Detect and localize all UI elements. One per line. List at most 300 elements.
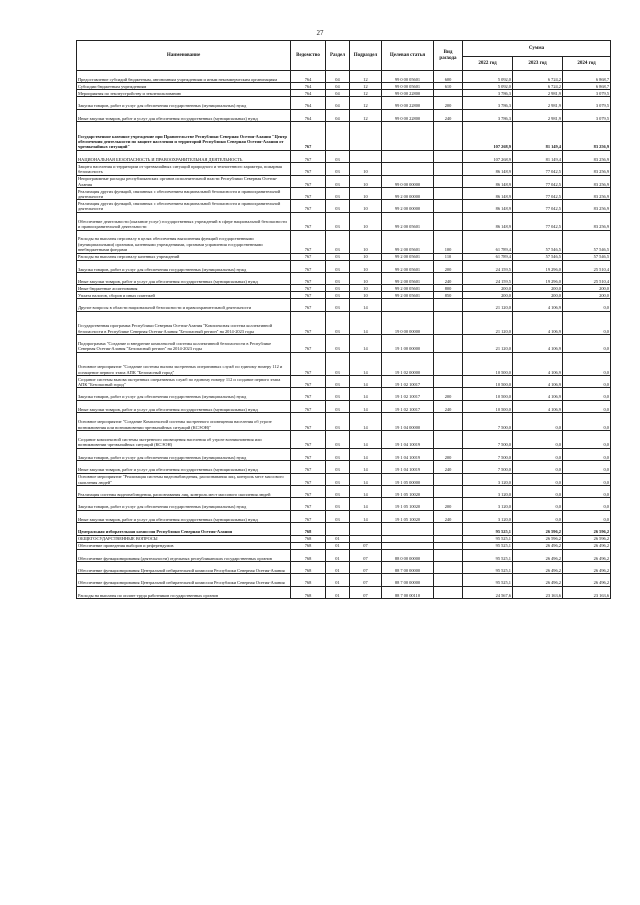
cell-ved: 767 xyxy=(291,352,326,375)
table-row xyxy=(77,163,611,175)
cell-y3: 0,0 xyxy=(563,400,611,412)
cell-ved: 767 xyxy=(291,510,326,522)
table-row xyxy=(77,485,611,497)
cell-name: Иные закупки товаров, работ и услуг для обеспечения государственных (муниципальных) нужд xyxy=(77,510,291,522)
cell-pr: 14 xyxy=(350,376,382,388)
col-header-sum: Сумма xyxy=(463,41,611,57)
cell-name: Основное мероприятие "Создание системы вызова экстренных оперативных служб по единому номеру 112 и оснащение первого этапа АПК "Безопасный город" xyxy=(77,352,291,375)
cell-name: Обеспечение проведения выборов и референдумов xyxy=(77,542,291,549)
cell-rz: 01 xyxy=(326,535,350,542)
cell-name: Защита населения и территории от чрезвычайных ситуаций природного и техногенного характера, пожарная безопасность xyxy=(77,163,291,175)
cell-y2: 4 106,9 xyxy=(513,352,563,375)
cell-cs: 88 7 00 00000 xyxy=(382,574,434,586)
cell-name: Создание комплексной системы экстренного оповещения населения об угрозе возникновения или возникновении чрезвычайных ситуаций (КСЭОН) xyxy=(77,431,291,449)
cell-ved: 764 xyxy=(291,83,326,90)
table-row xyxy=(77,413,611,431)
cell-pr: 10 xyxy=(350,187,382,199)
cell-name: Закупка товаров, работ и услуг для обеспечения государственных (муниципальных) нужд xyxy=(77,260,291,272)
cell-pr: 10 xyxy=(350,175,382,187)
cell-pr: 10 xyxy=(350,260,382,272)
cell-cs: 19 1 02 10017 xyxy=(382,388,434,400)
cell-vr xyxy=(434,549,463,561)
cell-rz: 03 xyxy=(326,273,350,285)
cell-cs: 19 1 05 10020 xyxy=(382,485,434,497)
cell-cs: 99 2 00 05601 xyxy=(382,212,434,230)
cell-cs: 19 1 04 10019 xyxy=(382,461,434,473)
table-row xyxy=(77,352,611,375)
col-header-subsection: Подраздел xyxy=(350,41,382,71)
cell-y3: 0,0 xyxy=(563,311,611,334)
cell-pr: 10 xyxy=(350,163,382,175)
cell-y1: 86 148,9 xyxy=(463,212,513,230)
cell-pr xyxy=(350,122,382,151)
cell-name: Обеспечение деятельности (оказание услуг) государственных учреждений в сфере национальной безопасности и правоохранительной деятельности xyxy=(77,212,291,230)
cell-rz: 04 xyxy=(326,83,350,90)
cell-y2: 26 496,2 xyxy=(513,574,563,586)
cell-rz: 03 xyxy=(326,163,350,175)
cell-ved: 767 xyxy=(291,498,326,510)
cell-y1: 7 500,0 xyxy=(463,461,513,473)
cell-name: Центральная избирательная комиссия Республики Северная Осетия-Алания xyxy=(77,523,291,535)
cell-vr: 610 xyxy=(434,83,463,90)
cell-vr xyxy=(434,535,463,542)
cell-rz: 03 xyxy=(326,510,350,522)
cell-y2: 4 106,9 xyxy=(513,335,563,353)
cell-name: Закупка товаров, работ и услуг для обеспечения государственных (муниципальных) нужд xyxy=(77,448,291,460)
cell-y1: 3 120,0 xyxy=(463,485,513,497)
cell-rz: 03 xyxy=(326,413,350,431)
cell-name: Расходы на выплаты персоналу казенных учреждений xyxy=(77,253,291,260)
cell-y1: 7 500,0 xyxy=(463,413,513,431)
cell-y3: 3 079,5 xyxy=(563,97,611,109)
cell-name: Мероприятия по землеустройству и землепользованию xyxy=(77,90,291,97)
cell-cs: 19 1 04 10019 xyxy=(382,431,434,449)
cell-ved: 767 xyxy=(291,473,326,485)
col-header-ministry: Ведомство xyxy=(291,41,326,71)
cell-y1: 7 500,0 xyxy=(463,431,513,449)
cell-cs: 99 0 00 05601 xyxy=(382,71,434,83)
cell-rz: 03 xyxy=(326,352,350,375)
cell-y2: 4 106,9 xyxy=(513,376,563,388)
cell-ved: 767 xyxy=(291,230,326,253)
cell-y3: 0,0 xyxy=(563,335,611,353)
cell-vr xyxy=(434,574,463,586)
cell-y1: 61 789,4 xyxy=(463,253,513,260)
cell-cs: 19 1 00 00000 xyxy=(382,335,434,353)
cell-pr: 14 xyxy=(350,335,382,353)
cell-ved: 767 xyxy=(291,388,326,400)
cell-vr: 200 xyxy=(434,498,463,510)
cell-rz: 04 xyxy=(326,109,350,121)
cell-vr xyxy=(434,431,463,449)
table-row xyxy=(77,561,611,573)
cell-y1: 200,0 xyxy=(463,285,513,292)
cell-name: ОБЩЕГОСУДАРСТВЕННЫЕ ВОПРОСЫ xyxy=(77,535,291,542)
col-header-exp-type: Вид расхода xyxy=(434,41,463,71)
cell-vr xyxy=(434,352,463,375)
cell-y3: 200,0 xyxy=(563,285,611,292)
cell-y3: 25 510,4 xyxy=(563,273,611,285)
cell-y1: 21 120,0 xyxy=(463,335,513,353)
table-row xyxy=(77,200,611,212)
cell-y2: 6 724,2 xyxy=(513,83,563,90)
col-header-2023: 2023 год xyxy=(513,57,563,71)
cell-pr: 14 xyxy=(350,400,382,412)
cell-vr xyxy=(434,187,463,199)
table-row xyxy=(77,122,611,151)
cell-cs: 99 0 00 05601 xyxy=(382,83,434,90)
table-row xyxy=(77,150,611,162)
cell-vr: 240 xyxy=(434,510,463,522)
cell-y1: 3 120,0 xyxy=(463,473,513,485)
cell-y3: 83 256,9 xyxy=(563,187,611,199)
cell-rz: 01 xyxy=(326,586,350,598)
table-row xyxy=(77,71,611,83)
cell-ved: 764 xyxy=(291,109,326,121)
table-row xyxy=(77,461,611,473)
cell-vr: 800 xyxy=(434,285,463,292)
cell-y3: 57 546,5 xyxy=(563,253,611,260)
cell-name: Закупка товаров, работ и услуг для обеспечения государственных (муниципальных) нужд xyxy=(77,388,291,400)
cell-y1: 10 500,0 xyxy=(463,388,513,400)
table-row xyxy=(77,510,611,522)
cell-cs xyxy=(382,299,434,311)
cell-rz: 03 xyxy=(326,175,350,187)
cell-y3: 200,0 xyxy=(563,292,611,299)
cell-rz: 03 xyxy=(326,376,350,388)
cell-vr xyxy=(434,413,463,431)
table-row xyxy=(77,335,611,353)
cell-rz: 03 xyxy=(326,230,350,253)
cell-pr: 14 xyxy=(350,311,382,334)
table-row xyxy=(77,388,611,400)
cell-rz: 03 xyxy=(326,212,350,230)
cell-cs xyxy=(382,150,434,162)
table-row xyxy=(77,431,611,449)
cell-name: Основное мероприятие "Реализация системы видеонаблюдения, распознавания лиц, контроль мест массового скопления людей" xyxy=(77,473,291,485)
cell-y2: 2 981,9 xyxy=(513,97,563,109)
cell-ved: 768 xyxy=(291,549,326,561)
cell-name: Обеспечение функционирования (деятельности) отдельных республиканских государственных органов xyxy=(77,549,291,561)
cell-ved: 767 xyxy=(291,292,326,299)
cell-y2: 77 042,5 xyxy=(513,212,563,230)
cell-y3: 26 496,2 xyxy=(563,561,611,573)
cell-pr xyxy=(350,523,382,535)
col-header-section: Раздел xyxy=(326,41,350,71)
cell-pr: 10 xyxy=(350,285,382,292)
cell-y3: 25 510,4 xyxy=(563,260,611,272)
cell-y3: 83 256,9 xyxy=(563,163,611,175)
cell-y1: 5 092,0 xyxy=(463,83,513,90)
cell-y3: 23 163,6 xyxy=(563,586,611,598)
table-row xyxy=(77,549,611,561)
cell-cs: 99 2 00 05601 xyxy=(382,230,434,253)
cell-y2: 0,0 xyxy=(513,473,563,485)
cell-ved: 767 xyxy=(291,150,326,162)
cell-y3: 57 546,5 xyxy=(563,230,611,253)
cell-y3: 0,0 xyxy=(563,448,611,460)
cell-y1: 95 525,1 xyxy=(463,542,513,549)
cell-y2: 19 296,0 xyxy=(513,273,563,285)
cell-pr: 14 xyxy=(350,352,382,375)
cell-y1: 24 159,5 xyxy=(463,273,513,285)
cell-ved: 767 xyxy=(291,485,326,497)
cell-vr: 850 xyxy=(434,292,463,299)
cell-cs: 88 7 00 00000 xyxy=(382,561,434,573)
cell-vr: 240 xyxy=(434,461,463,473)
cell-y2: 6 724,2 xyxy=(513,71,563,83)
cell-pr: 14 xyxy=(350,299,382,311)
cell-vr: 240 xyxy=(434,109,463,121)
cell-ved: 768 xyxy=(291,561,326,573)
cell-y1: 21 120,0 xyxy=(463,299,513,311)
cell-vr xyxy=(434,299,463,311)
page-number: 27 xyxy=(316,29,324,37)
cell-name: Закупка товаров, работ и услуг для обеспечения государственных (муниципальных) нужд xyxy=(77,97,291,109)
cell-y3: 83 256,9 xyxy=(563,150,611,162)
cell-pr: 14 xyxy=(350,498,382,510)
cell-pr: 14 xyxy=(350,413,382,431)
cell-cs: 19 0 00 00000 xyxy=(382,311,434,334)
cell-y2: 0,0 xyxy=(513,461,563,473)
cell-rz: 01 xyxy=(326,549,350,561)
table-row xyxy=(77,523,611,535)
table-row xyxy=(77,109,611,121)
cell-rz: 01 xyxy=(326,542,350,549)
cell-cs: 99 2 00 05601 xyxy=(382,285,434,292)
cell-rz: 03 xyxy=(326,461,350,473)
cell-pr: 10 xyxy=(350,200,382,212)
cell-pr: 14 xyxy=(350,485,382,497)
cell-y3: 83 256,9 xyxy=(563,122,611,151)
cell-y2: 0,0 xyxy=(513,498,563,510)
cell-y1: 95 525,1 xyxy=(463,523,513,535)
cell-name: Государственная программа Республики Северная Осетия-Алания "Комплексная система коллективной безопасности в Республике Северная Осетия-Алания "Безопасный регион" на 2014-2023 годы xyxy=(77,311,291,334)
cell-cs: 19 1 02 00000 xyxy=(382,352,434,375)
cell-y2: 200,0 xyxy=(513,285,563,292)
cell-y3: 6 868,7 xyxy=(563,83,611,90)
cell-y1: 10 500,0 xyxy=(463,376,513,388)
table-row xyxy=(77,574,611,586)
cell-pr: 14 xyxy=(350,461,382,473)
cell-y2: 26 596,2 xyxy=(513,535,563,542)
cell-cs xyxy=(382,163,434,175)
cell-name: Подпрограмма "Создание и внедрение комплексной системы коллективной безопасности в Республике Северная Осетия-Алания "Безопасный регион" на 2014-2023 годы xyxy=(77,335,291,353)
cell-rz: 03 xyxy=(326,299,350,311)
cell-ved: 767 xyxy=(291,285,326,292)
cell-y3: 3 079,5 xyxy=(563,109,611,121)
cell-y3: 83 256,9 xyxy=(563,200,611,212)
table-row xyxy=(77,448,611,460)
cell-vr: 600 xyxy=(434,71,463,83)
cell-rz: 03 xyxy=(326,335,350,353)
table-row xyxy=(77,187,611,199)
cell-name: Иные закупки товаров, работ и услуг для обеспечения государственных (муниципальных) нужд xyxy=(77,109,291,121)
cell-name: Реализация других функций, связанных с обеспечением национальной безопасности и правоохранительной деятельности xyxy=(77,187,291,199)
cell-y1: 24 159,5 xyxy=(463,260,513,272)
cell-y2: 77 042,5 xyxy=(513,200,563,212)
cell-vr: 200 xyxy=(434,260,463,272)
cell-y2: 0,0 xyxy=(513,485,563,497)
cell-rz: 01 xyxy=(326,574,350,586)
cell-pr: 12 xyxy=(350,97,382,109)
cell-name: Основное мероприятие "Создание Комплексной системы экстренного оповещения населения об угрозе возникновения или возникновении чрезвычайных ситуаций (КСЭОН)" xyxy=(77,413,291,431)
cell-pr: 10 xyxy=(350,230,382,253)
cell-y3: 0,0 xyxy=(563,473,611,485)
cell-name: Обеспечение функционирования Центральной избирательной комиссии Республики Северная Осетия-Алания xyxy=(77,574,291,586)
cell-y3: 0,0 xyxy=(563,498,611,510)
cell-vr xyxy=(434,212,463,230)
cell-y2: 200,0 xyxy=(513,292,563,299)
cell-ved: 764 xyxy=(291,90,326,97)
cell-rz: 03 xyxy=(326,200,350,212)
cell-pr: 12 xyxy=(350,83,382,90)
cell-y2: 2 981,9 xyxy=(513,109,563,121)
cell-y2: 81 149,4 xyxy=(513,122,563,151)
cell-name: Иные закупки товаров, работ и услуг для обеспечения государственных (муниципальных) нужд xyxy=(77,400,291,412)
cell-y1: 7 500,0 xyxy=(463,448,513,460)
cell-cs: 99 2 00 05601 xyxy=(382,292,434,299)
cell-pr xyxy=(350,535,382,542)
cell-y3: 6 868,7 xyxy=(563,71,611,83)
cell-pr: 14 xyxy=(350,510,382,522)
cell-ved: 768 xyxy=(291,523,326,535)
cell-ved: 767 xyxy=(291,376,326,388)
cell-vr xyxy=(434,150,463,162)
cell-name: Реализация системы видеонаблюдения, распознавания лиц, контроль мест массового скопления людей xyxy=(77,485,291,497)
cell-y1: 10 500,0 xyxy=(463,352,513,375)
cell-y3: 26 596,2 xyxy=(563,523,611,535)
cell-y1: 24 567,6 xyxy=(463,586,513,598)
cell-rz: 03 xyxy=(326,187,350,199)
col-header-target: Целевая статья xyxy=(382,41,434,71)
cell-vr xyxy=(434,523,463,535)
table-row xyxy=(77,175,611,187)
cell-y2: 26 596,2 xyxy=(513,523,563,535)
cell-y3: 0,0 xyxy=(563,461,611,473)
cell-vr xyxy=(434,473,463,485)
table-row xyxy=(77,542,611,549)
cell-rz: 03 xyxy=(326,388,350,400)
table-row xyxy=(77,586,611,598)
cell-vr xyxy=(434,335,463,353)
cell-ved: 767 xyxy=(291,299,326,311)
cell-y3: 0,0 xyxy=(563,431,611,449)
cell-y3: 0,0 xyxy=(563,352,611,375)
cell-y1: 3 786,3 xyxy=(463,90,513,97)
cell-vr xyxy=(434,376,463,388)
cell-cs: 19 1 04 10019 xyxy=(382,448,434,460)
cell-pr: 10 xyxy=(350,253,382,260)
cell-cs: 99 0 00 22800 xyxy=(382,90,434,97)
cell-pr xyxy=(350,150,382,162)
cell-pr: 07 xyxy=(350,586,382,598)
table-row xyxy=(77,311,611,334)
cell-pr: 07 xyxy=(350,574,382,586)
cell-rz: 01 xyxy=(326,561,350,573)
cell-ved: 768 xyxy=(291,586,326,598)
cell-name: Предоставление субсидий бюджетным, автономным учреждениям и иным некоммерческим организациям xyxy=(77,71,291,83)
cell-cs xyxy=(382,542,434,549)
cell-vr xyxy=(434,311,463,334)
table-row xyxy=(77,498,611,510)
cell-rz: 03 xyxy=(326,260,350,272)
cell-cs: 88 7 00 00110 xyxy=(382,586,434,598)
cell-vr: 200 xyxy=(434,97,463,109)
cell-y1: 3 120,0 xyxy=(463,498,513,510)
cell-name: Создание системы вызова экстренных оперативных служб по единому номеру 112 и создание первого этапа АПК "Безопасный город" xyxy=(77,376,291,388)
cell-rz xyxy=(326,122,350,151)
cell-ved: 767 xyxy=(291,400,326,412)
cell-rz: 04 xyxy=(326,90,350,97)
cell-vr xyxy=(434,561,463,573)
col-header-2024: 2024 год xyxy=(563,57,611,71)
cell-y3: 0,0 xyxy=(563,485,611,497)
cell-y3: 83 256,9 xyxy=(563,175,611,187)
cell-ved: 767 xyxy=(291,461,326,473)
cell-rz: 03 xyxy=(326,150,350,162)
cell-ved: 764 xyxy=(291,97,326,109)
cell-ved: 767 xyxy=(291,253,326,260)
table-row xyxy=(77,285,611,292)
cell-vr: 110 xyxy=(434,253,463,260)
cell-y1: 3 786,3 xyxy=(463,97,513,109)
cell-y1: 10 500,0 xyxy=(463,400,513,412)
cell-name: Иные закупки товаров, работ и услуг для обеспечения государственных (муниципальных) нужд xyxy=(77,273,291,285)
table-row xyxy=(77,253,611,260)
cell-y1: 107 268,9 xyxy=(463,150,513,162)
cell-vr xyxy=(434,122,463,151)
table-row xyxy=(77,212,611,230)
table-row xyxy=(77,273,611,285)
table-row xyxy=(77,97,611,109)
cell-rz: 03 xyxy=(326,400,350,412)
cell-ved: 767 xyxy=(291,187,326,199)
cell-name: Реализация других функций, связанных с обеспечением национальной безопасности и правоохранительной деятельности xyxy=(77,200,291,212)
cell-vr xyxy=(434,163,463,175)
cell-ved: 767 xyxy=(291,413,326,431)
cell-pr: 12 xyxy=(350,71,382,83)
cell-name: Уплата налогов, сборов и иных платежей xyxy=(77,292,291,299)
cell-ved: 767 xyxy=(291,273,326,285)
cell-y2: 4 106,9 xyxy=(513,388,563,400)
cell-pr: 14 xyxy=(350,448,382,460)
cell-y1: 61 789,4 xyxy=(463,230,513,253)
cell-rz: 03 xyxy=(326,431,350,449)
cell-vr: 200 xyxy=(434,448,463,460)
cell-ved: 767 xyxy=(291,163,326,175)
cell-vr xyxy=(434,175,463,187)
cell-pr: 10 xyxy=(350,292,382,299)
cell-cs: 88 0 00 00000 xyxy=(382,549,434,561)
cell-name: Закупка товаров, работ и услуг для обеспечения государственных (муниципальных) нужд xyxy=(77,498,291,510)
cell-ved: 767 xyxy=(291,175,326,187)
table-row xyxy=(77,376,611,388)
cell-ved: 767 xyxy=(291,311,326,334)
cell-rz: 03 xyxy=(326,311,350,334)
cell-y3: 26 496,2 xyxy=(563,549,611,561)
cell-vr xyxy=(434,542,463,549)
cell-pr: 14 xyxy=(350,431,382,449)
cell-rz: 03 xyxy=(326,292,350,299)
cell-y3: 0,0 xyxy=(563,388,611,400)
cell-name: НАЦИОНАЛЬНАЯ БЕЗОПАСНОСТЬ И ПРАВООХРАНИТЕЛЬНАЯ ДЕЯТЕЛЬНОСТЬ xyxy=(77,150,291,162)
cell-y1: 95 525,1 xyxy=(463,549,513,561)
cell-cs: 99 2 00 00000 xyxy=(382,200,434,212)
table-row xyxy=(77,473,611,485)
cell-ved: 767 xyxy=(291,448,326,460)
cell-y2: 4 106,9 xyxy=(513,400,563,412)
